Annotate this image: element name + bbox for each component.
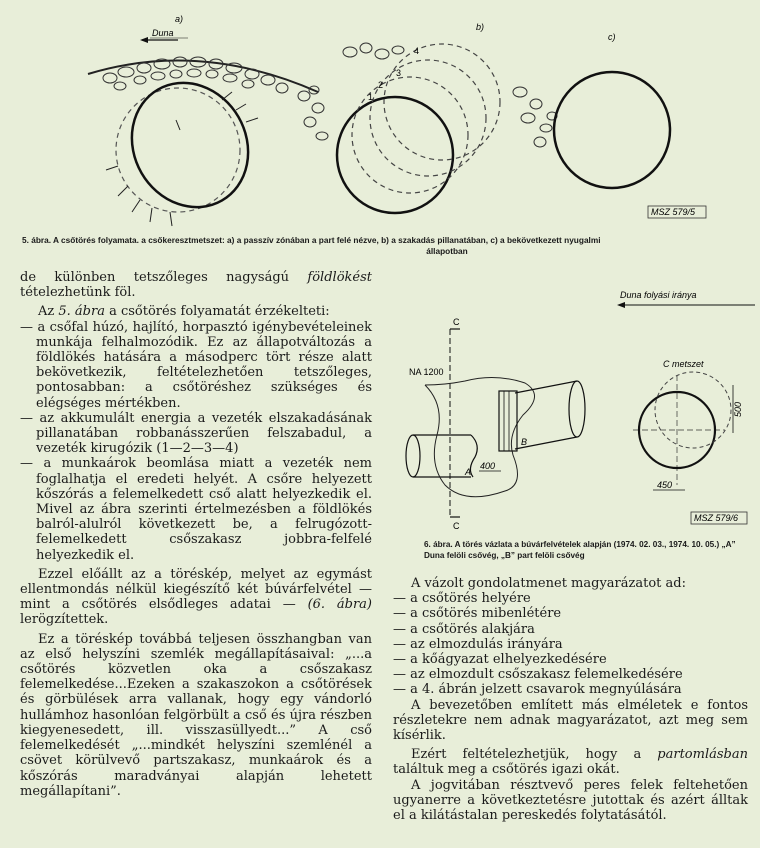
num-1: 1: [368, 92, 374, 102]
figure-6: [395, 285, 760, 540]
right-paragraph-3: Ezért feltételezhetjük, hogy a partomlásban találtuk meg a csőtörés igazi okát.: [393, 747, 748, 778]
right-list-item: — az elmozdult csőszakasz felemelkedésére: [393, 667, 683, 683]
pipe-diameter-label: NA 1200: [409, 367, 444, 377]
dash-item-1: — a csőfal húzó, hajlító, horpasztó igénybevételeinek munkája felhalmozódik. Ez az állapotváltozás a földlökés hatására a másodperc tört része alatt bekövetkezik, feltételezhetően tetszőleges, pontosabban: a csőtöréshez szükséges és elégséges mértékben.: [20, 319, 372, 411]
paragraph-4: Ez a töréskép továbbá teljesen összhangban van az első helyszíni szemlék megállapításaival: „...a csőtörés közvetlen oka a csőszakasz felemelkedése...Ezeken a szakaszokon a csőtörések és görbülések arra vallanak, hogy egy vándorló hullámhoz hasonlóan felgörbült a cső és újra részben kiegyenesedett, ill. visszasüllyedt...” A cső felemelkedését „...mindkét helyszíni szemlénél a csövet körülvevő partszakasz, munkaárok és a kőszórás maradványai alapján lehetett megállapítani”.: [20, 631, 372, 799]
right-paragraph-2: A bevezetőben említett más elméletek e fontos részletekre nem adnak magyarázatot, azt meg sem kísérlik.: [393, 697, 748, 744]
right-column: [393, 576, 748, 823]
right-list-item: — a csőtörés alakjára: [393, 621, 535, 637]
figure-6-caption: 6. ábra. A törés vázlata a búvárfelvételek alapján (1974. 02. 03., 1974. 10. 05.) „A” Duna felöli csővég, „B” part felöli csővég: [424, 540, 736, 560]
fig5-stamp: MSZ 579/5: [651, 207, 696, 217]
flow-label: Duna folyási iránya: [620, 290, 697, 300]
deformed-pipe-section: [110, 62, 271, 229]
section-c-top: C: [453, 317, 460, 327]
stone-revetment: [103, 57, 288, 93]
dim-450: 450: [657, 480, 673, 490]
figure-5: [0, 0, 760, 265]
label-c: c): [608, 32, 616, 42]
right-list-item: — a 4. ábrán jelzett csavarok megnyúlására: [393, 682, 682, 698]
pipe-end-a: [406, 435, 420, 477]
right-intro: A vázolt gondolatmenet magyarázatot ad:: [411, 576, 686, 591]
paragraph-1: de különben tetszőleges nagyságú földlökést tételezhetünk föl.: [20, 270, 372, 301]
section-label: C metszet: [663, 359, 704, 369]
pipe-flange-b: [499, 391, 517, 451]
num-3: 3: [396, 68, 402, 78]
label-A: A: [465, 467, 472, 477]
right-list-item: — a csőtörés mibenlétére: [393, 606, 562, 622]
dim-500: 500: [733, 401, 743, 417]
paragraph-2: Az 5. ábra a csőtörés folyamatát érzékelteti:: [38, 304, 330, 320]
label-B: B: [521, 437, 528, 447]
right-list-item: — az elmozdulás irányára: [393, 636, 563, 652]
figure-5-caption: [22, 235, 752, 257]
direction-label: Duna: [152, 28, 174, 38]
dash-item-2: — az akkumulált energia a vezeték elszakadásának pillanatában robbanásszerűen felszabadul, a vezeték kirugózik (1—2—3—4): [20, 410, 372, 457]
num-2: 2: [378, 80, 384, 90]
section-c-bottom: C: [453, 521, 460, 531]
fig6-stamp: MSZ 579/6: [694, 513, 739, 523]
right-paragraph-4: A jogvitában résztvevő peres felek feltehetően ugyanerre a következtetésre jutottak és azért álltak el a kilátástalan pereskedés folytatásától.: [393, 777, 748, 824]
caption-line-1: 5. ábra. A csőtörés folyamata. a csőkeresztmetszet: a) a passzív zónában a part felé nézve, b) a szakadás pillanatában, c) a bekövetkezett nyugalmi: [22, 235, 601, 245]
label-a: a): [175, 14, 184, 24]
pipe-rest-position: [554, 72, 670, 188]
break-outline: [425, 377, 535, 496]
paragraph-3: Ezzel előállt az a töréskép, melyet az egymást ellentmondás nélkül kiegészítő két búvárfelvétel — mint a csőtörés elsődleges adatai — (6. ábra) lerögzítettek.: [20, 566, 373, 628]
right-list-item: — a csőtörés helyére: [393, 591, 531, 607]
label-b: b): [476, 22, 485, 32]
caption-line-2: állapotban: [426, 246, 468, 256]
pipe-end-b: [569, 381, 585, 437]
right-list-item: — a kőágyazat elhelyezkedésére: [393, 652, 607, 668]
stones-c: [513, 87, 557, 147]
pipe-position-1: [337, 97, 453, 213]
dim-400: 400: [480, 461, 496, 471]
stones-b: [298, 43, 404, 140]
left-column: [20, 270, 372, 799]
num-4: 4: [414, 46, 420, 56]
dash-item-3: — a munkaárok beomlása miatt a vezeték nem foglalhatja el eredeti helyét. A csőre helyezett kőszórás a felemelkedett cső alatt helyezkedik el. Mivel az ábra szerinti értelmezésben a földlökés balról-alulról következett be, a felrugózott-felemelkedett csőszakasz jobbra-felfelé helyezkedik el.: [20, 456, 372, 563]
